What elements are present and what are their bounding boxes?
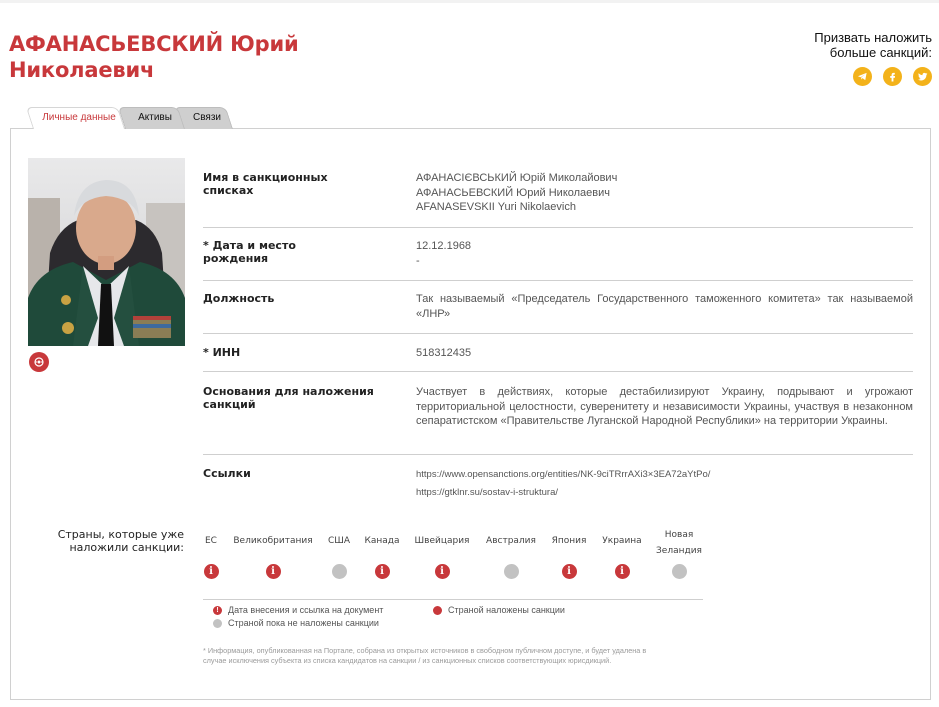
info-icon[interactable] xyxy=(266,564,281,579)
country-canada: Канада xyxy=(364,536,400,546)
cta-line-1: Призвать наложить xyxy=(814,30,932,45)
row-label: Имя в санкционных списках xyxy=(203,171,328,197)
info-marker-icon xyxy=(213,606,222,615)
title-line-1: АФАНАСЬЕВСКИЙ Юрий xyxy=(9,32,299,56)
birth-place: - xyxy=(416,254,420,267)
row-label: Ссылки xyxy=(203,467,251,480)
country-name-line: Новая xyxy=(664,530,694,540)
photo-source-icon[interactable] xyxy=(29,352,49,372)
tab-assets[interactable] xyxy=(125,107,185,129)
info-icon[interactable] xyxy=(375,564,390,579)
row-label xyxy=(203,239,378,265)
info-icon[interactable] xyxy=(562,564,577,579)
legend-text: Страной наложены санкции xyxy=(448,605,565,615)
country-eu: ЕС xyxy=(205,536,217,546)
row-value: Так называемый «Председатель Государственного таможенного комитета» так называемой «ЛНР» xyxy=(416,293,913,320)
row-sanction-names xyxy=(203,171,913,228)
title-line-2: Николаевич xyxy=(9,58,155,82)
country-australia: Австралия xyxy=(486,536,536,546)
countries-label xyxy=(50,528,184,554)
row-value: 518312435 xyxy=(416,347,472,359)
birth-date: 12.12.1968 xyxy=(416,240,472,252)
footnote-line: * Информация, опубликованная на Портале, собрана из открытых источников в свободном публичном доступе, и будет удалена в xyxy=(203,646,647,655)
row-grounds xyxy=(203,385,913,455)
tab-label: Личные данные xyxy=(42,112,116,123)
not-sanctioned-dot xyxy=(332,564,347,579)
row-label: * ИНН xyxy=(203,346,241,359)
legend-not-sanctioned xyxy=(213,618,379,629)
row-birth xyxy=(203,239,913,281)
info-icon[interactable] xyxy=(204,564,219,579)
row-links xyxy=(203,467,913,503)
country-new-zealand xyxy=(644,527,714,559)
row-label: Должность xyxy=(203,292,275,305)
not-sanctioned-dot xyxy=(504,564,519,579)
grey-dot-icon xyxy=(213,619,222,628)
legend-date-doc xyxy=(213,605,383,616)
row-value: Участвует в действиях, которые дестабилизируют Украину, подрывают и угрожают территориальной целостности, суверенитету и независимости Украины, участвуя в незаконном сепаратистском «Правительстве Луганской Народной Республики» на территории Украины. xyxy=(416,386,913,427)
name-variant: АФАНАСІЄВСЬКИЙ Юрій Миколайович xyxy=(416,172,618,184)
label-line: Основания для наложения xyxy=(203,385,374,398)
tab-label: Активы xyxy=(138,112,172,123)
top-divider xyxy=(0,0,939,3)
footnote-line: случае исключения субъекта из списка кандидатов на санкции / из санкционных списков соответствующих юрисдикций. xyxy=(203,656,612,665)
name-variant: АФАНАСЬЕВСКИЙ Юрий Николаевич xyxy=(416,186,611,199)
country-uk: Великобритания xyxy=(233,536,313,546)
label-line: * Дата и место xyxy=(203,239,296,252)
country-japan: Япония xyxy=(551,536,587,546)
facebook-icon[interactable] xyxy=(883,67,902,86)
twitter-icon[interactable] xyxy=(913,67,932,86)
source-link[interactable]: https://gtklnr.su/sostav-i-struktura/ xyxy=(416,487,559,498)
country-name-line: Зеландия xyxy=(656,546,702,556)
legend-text: Дата внесения и ссылка на документ xyxy=(228,605,384,615)
person-photo xyxy=(28,158,185,346)
legend-divider xyxy=(203,599,703,600)
info-icon[interactable] xyxy=(435,564,450,579)
footnote xyxy=(203,646,698,666)
row-position xyxy=(203,292,913,334)
label-line: санкций xyxy=(203,398,256,411)
cta-line-2: больше санкций: xyxy=(829,45,932,60)
label-line: наложили санкции: xyxy=(69,541,184,554)
page-title xyxy=(9,31,298,83)
row-inn xyxy=(203,346,913,372)
not-sanctioned-dot xyxy=(672,564,687,579)
legend-sanctioned xyxy=(433,605,565,616)
country-usa: США xyxy=(327,536,351,546)
label-line: Страны, которые уже xyxy=(57,528,184,541)
name-variant: AFANASEVSKII Yuri Nikolaevich xyxy=(416,201,576,213)
label-line: рождения xyxy=(203,252,269,265)
tab-connections[interactable] xyxy=(181,107,233,129)
row-value xyxy=(416,239,913,268)
legend-text: Страной пока не наложены санкции xyxy=(228,618,379,628)
telegram-icon[interactable] xyxy=(853,67,872,86)
row-value xyxy=(416,171,913,215)
row-label xyxy=(203,385,378,411)
source-link[interactable]: https://www.opensanctions.org/entities/NK-9ciTRrrAXi3×3EA72aYtPo/ xyxy=(416,469,711,480)
row-value xyxy=(416,466,913,502)
red-dot-icon xyxy=(433,606,442,615)
country-ukraine: Украина xyxy=(602,536,642,546)
call-to-action xyxy=(772,30,932,60)
tab-label: Связи xyxy=(192,112,221,123)
info-icon[interactable] xyxy=(615,564,630,579)
tab-personal-data[interactable] xyxy=(33,107,125,129)
social-share-bar xyxy=(853,67,932,86)
country-switzerland: Швейцария xyxy=(414,536,470,546)
